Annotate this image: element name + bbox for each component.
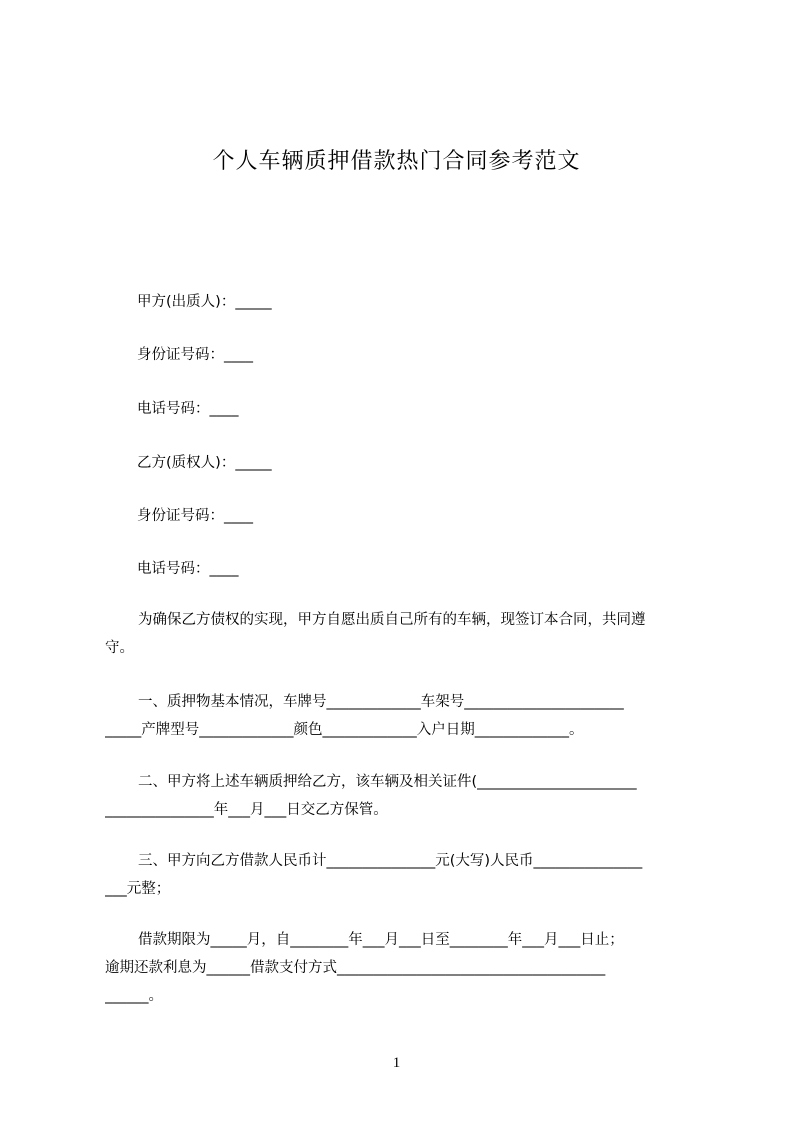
party-a-id-field: 身份证号码：____ [137,347,253,363]
clause-3-line-1: 三、甲方向乙方借款人民币计_______________元(大写)人民币_______________ [138,853,643,869]
clause-2-line-2: _______________年___月___日交乙方保管。 [105,802,388,818]
clause-3-line-2: ___元整； [105,881,171,897]
clause-1-paragraph [105,688,700,744]
intro-paragraph [105,606,700,662]
party-b-name-field: 乙方(质权人)：_____ [137,455,272,471]
party-b-phone-field: 电话号码：____ [137,561,239,577]
party-b-id-field: 身份证号码：____ [137,508,253,524]
party-a-phone-field: 电话号码：____ [137,401,239,417]
loan-terms-paragraph [105,926,700,1010]
party-a-name-field: 甲方(出质人)：_____ [137,294,272,310]
clause-1-line-1: 一、质押物基本情况，车牌号_____________车架号______________________ [138,694,624,710]
intro-line-1: 为确保乙方债权的实现，甲方自愿出质自己所有的车辆，现签订本合同，共同遵 [138,612,646,628]
page-number: 1 [392,1055,401,1071]
intro-line-2: 守。 [105,640,134,656]
loan-terms-line-3: ______。 [105,988,163,1004]
clause-2-paragraph [105,768,700,824]
document-title: 个人车辆质押借款热门合同参考范文 [212,149,581,174]
clause-1-line-2: _____产牌型号_____________颜色_____________入户日期_____________。 [105,722,584,738]
loan-terms-line-2: 逾期还款利息为______借款支付方式_____________________________________ [105,960,606,976]
clause-3-paragraph [105,847,700,903]
clause-2-line-1: 二、甲方将上述车辆质押给乙方，该车辆及相关证件(______________________ [138,774,637,790]
loan-terms-line-1: 借款期限为_____月，自________年___月___日至________年___月___日止； [138,932,624,948]
